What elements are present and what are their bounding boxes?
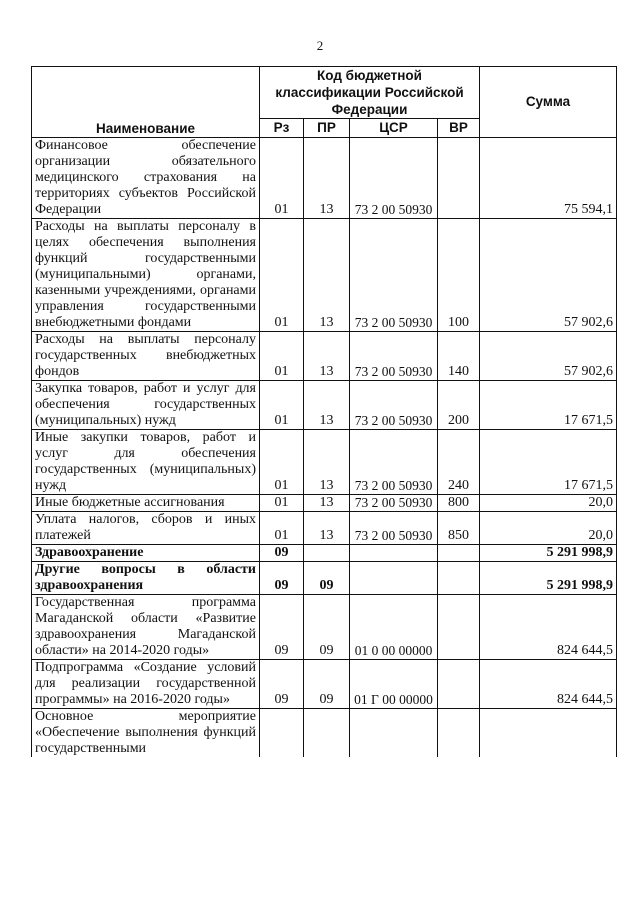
row-vr: 240 [438,430,480,495]
table-row [32,332,617,381]
budget-table [31,66,617,757]
row-csr: 73 2 00 50930 [350,138,438,219]
row-csr [350,709,438,758]
row-rz: 01 [260,430,304,495]
row-sum: 824 644,5 [480,595,617,660]
row-csr: 73 2 00 50930 [350,495,438,512]
header-name: Наименование [32,67,260,138]
row-rz: 09 [260,595,304,660]
row-vr: 850 [438,512,480,545]
row-vr: 800 [438,495,480,512]
table-row [32,545,617,562]
row-sum: 17 671,5 [480,430,617,495]
row-csr: 73 2 00 50930 [350,430,438,495]
row-rz: 01 [260,219,304,332]
row-vr: 100 [438,219,480,332]
row-csr: 73 2 00 50930 [350,381,438,430]
row-pr [304,709,350,758]
table-row [32,595,617,660]
row-name: Расходы на выплаты персоналу в целях обеспечения выполнения функций государственными (муниципальными) органами, казенными учреждениями, органами управления государственными внебюджетными фондами [32,219,260,332]
row-sum: 20,0 [480,512,617,545]
row-rz: 01 [260,332,304,381]
row-name: Закупка товаров, работ и услуг для обеспечения государственных (муниципальных) нужд [32,381,260,430]
row-pr: 09 [304,595,350,660]
row-sum: 5 291 998,9 [480,562,617,595]
header-code-group: Код бюджетной классификации Российской Федерации [260,67,480,119]
header-vr: ВР [438,119,480,138]
table-row [32,138,617,219]
row-name: Другие вопросы в области здравоохранения [32,562,260,595]
row-sum: 57 902,6 [480,219,617,332]
row-name: Уплата налогов, сборов и иных платежей [32,512,260,545]
table-row [32,512,617,545]
table-row [32,562,617,595]
row-rz: 01 [260,138,304,219]
row-rz: 09 [260,562,304,595]
header-csr: ЦСР [350,119,438,138]
row-csr: 73 2 00 50930 [350,332,438,381]
row-name: Иные бюджетные ассигнования [32,495,260,512]
row-name: Финансовое обеспечение организации обязательного медицинского страхования на территориях субъектов Российской Федерации [32,138,260,219]
header-sum: Сумма [480,67,617,138]
row-pr: 09 [304,562,350,595]
row-pr: 13 [304,332,350,381]
row-pr: 13 [304,138,350,219]
row-pr: 13 [304,430,350,495]
row-vr [438,562,480,595]
row-rz: 01 [260,381,304,430]
row-name: Здравоохранение [32,545,260,562]
row-name: Государственная программа Магаданской области «Развитие здравоохранения Магаданской области» на 2014-2020 годы» [32,595,260,660]
row-pr: 13 [304,495,350,512]
row-sum [480,709,617,758]
row-name: Основное мероприятие «Обеспечение выполнения функций государственными [32,709,260,758]
row-name: Расходы на выплаты персоналу государственных внебюджетных фондов [32,332,260,381]
row-csr: 01 0 00 00000 [350,595,438,660]
header-pr: ПР [304,119,350,138]
page-number: 2 [316,38,324,53]
row-rz [260,709,304,758]
table-row [32,709,617,758]
row-vr [438,545,480,562]
row-sum: 17 671,5 [480,381,617,430]
row-rz: 01 [260,512,304,545]
table-row [32,219,617,332]
row-rz: 01 [260,495,304,512]
row-pr [304,545,350,562]
table-row [32,660,617,709]
header-rz: Рз [260,119,304,138]
row-name: Подпрограмма «Создание условий для реализации государственной программы» на 2016-2020 годы» [32,660,260,709]
table-row [32,430,617,495]
row-csr: 01 Г 00 00000 [350,660,438,709]
row-vr [438,709,480,758]
row-sum: 824 644,5 [480,660,617,709]
row-vr: 200 [438,381,480,430]
table-row [32,381,617,430]
row-name: Иные закупки товаров, работ и услуг для обеспечения государственных (муниципальных) нужд [32,430,260,495]
row-pr: 13 [304,381,350,430]
row-pr: 13 [304,219,350,332]
row-sum: 75 594,1 [480,138,617,219]
row-vr [438,660,480,709]
row-csr [350,562,438,595]
row-rz: 09 [260,660,304,709]
table-row [32,495,617,512]
row-pr: 09 [304,660,350,709]
row-csr [350,545,438,562]
row-pr: 13 [304,512,350,545]
row-csr: 73 2 00 50930 [350,512,438,545]
row-vr [438,595,480,660]
row-rz: 09 [260,545,304,562]
row-sum: 20,0 [480,495,617,512]
row-sum: 57 902,6 [480,332,617,381]
row-vr [438,138,480,219]
row-sum: 5 291 998,9 [480,545,617,562]
row-vr: 140 [438,332,480,381]
row-csr: 73 2 00 50930 [350,219,438,332]
